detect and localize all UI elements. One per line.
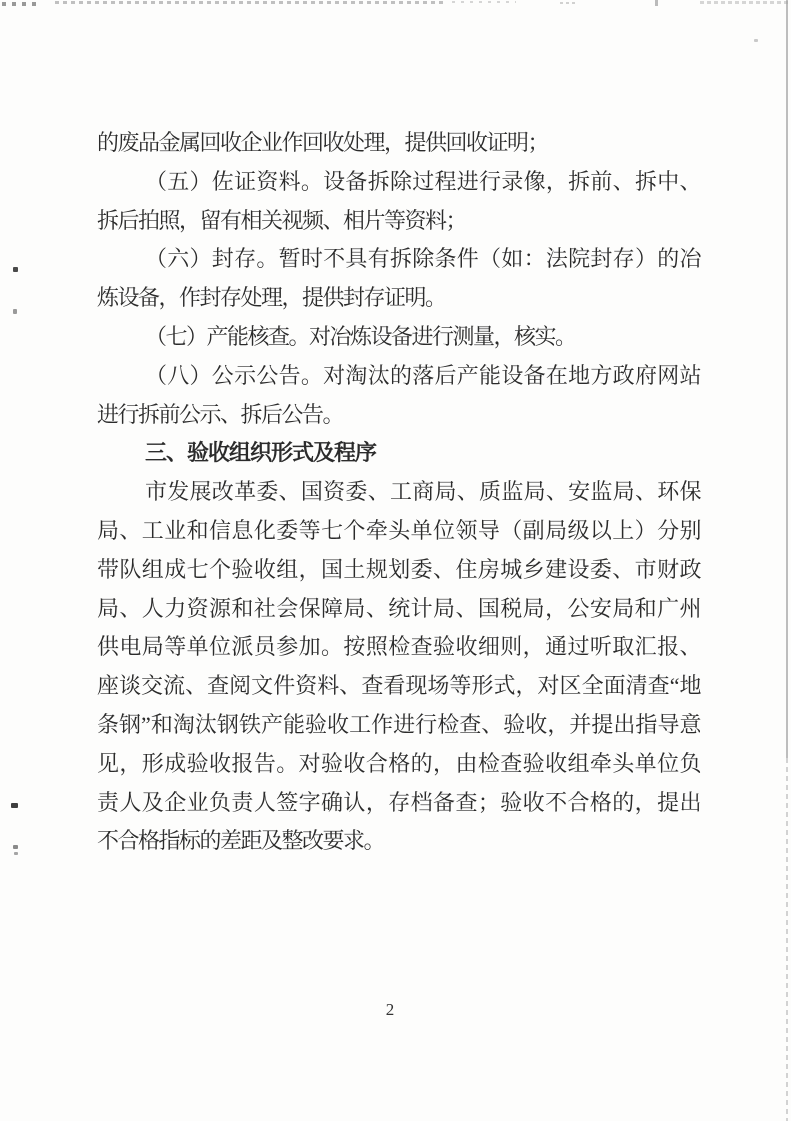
document-body (97, 124, 700, 861)
page-number: 2 (385, 1000, 395, 1019)
text-line: 的废品金属回收企业作回收处理，提供回收证明； (97, 130, 549, 155)
text-line: 炼设备，作封存处理，提供封存证明。 (97, 285, 446, 311)
scan-noise-top-right (700, 1, 788, 4)
scan-noise-top-tick (655, 0, 658, 6)
text-line: 供电局等单位派员参加。按照检查验收细则，通过听取汇报、 (97, 634, 700, 660)
section-heading: 三、验收组织形式及程序 (145, 440, 377, 466)
scan-noise-right-edge (786, 758, 788, 1121)
text-line: （五）佐证资料。设备拆除过程进行录像，拆前、拆中、 (145, 168, 700, 194)
text-line: 不合格指标的差距及整改要求。 (97, 828, 385, 854)
scan-speck (11, 803, 18, 808)
text-line: 座谈交流、查阅文件资料、查看现场等形式，对区全面清查“地 (97, 673, 700, 699)
text-line: （六）封存。暂时不具有拆除条件（如：法院封存）的冶 (145, 246, 700, 272)
scan-speck (13, 267, 18, 272)
scan-speck (14, 852, 18, 855)
scan-speck (754, 39, 758, 42)
scan-speck (13, 845, 18, 849)
scan-noise-top-edge (452, 1, 516, 3)
scan-noise-top-edge (55, 1, 447, 4)
scan-noise-top-edge (560, 2, 576, 4)
text-line: （七）产能核查。对冶炼设备进行测量，核实。 (145, 323, 576, 349)
text-line: 见，形成验收报告。对验收合格的，由检查验收组牵头单位负 (97, 750, 700, 776)
text-line: 局、工业和信息化委等七个牵头单位领导（副局级以上）分别 (97, 517, 700, 543)
text-line: 拆后拍照，留有相关视频、相片等资料； (97, 207, 467, 233)
text-line: 市发展改革委、国资委、工商局、质监局、安监局、环保 (145, 479, 700, 505)
text-line: 责人及企业负责人签字确认，存档备查；验收不合格的，提出 (97, 789, 700, 815)
text-line: 带队组成七个验收组，国土规划委、住房城乡建设委、市财政 (97, 556, 700, 582)
scan-noise-right-edge (786, 0, 788, 758)
text-line: 进行拆前公示、拆后公告。 (97, 401, 344, 427)
text-line: （八）公示公告。对淘汰的落后产能设备在地方政府网站 (145, 362, 700, 388)
scan-noise-top-left-corner (2, 2, 40, 6)
text-line: 局、人力资源和社会保障局、统计局、国税局，公安局和广州 (97, 595, 700, 621)
scan-speck (13, 309, 17, 314)
text-line: 条钢”和淘汰钢铁产能验收工作进行检查、验收，并提出指导意 (97, 711, 700, 737)
